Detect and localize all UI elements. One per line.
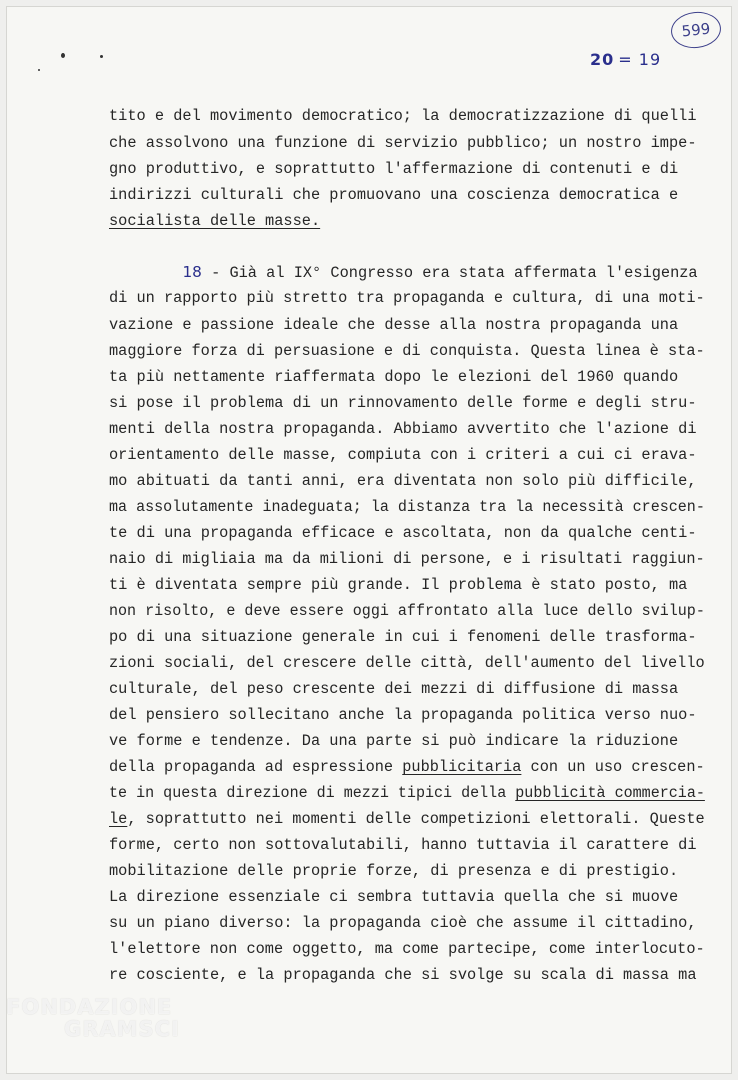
text-line: te di una propaganda efficace e ascoltata, non da qualche centi-	[109, 524, 697, 542]
ink-speck	[61, 53, 65, 58]
text-line: naio di migliaia ma da milioni di persone, e i risultati raggiun-	[109, 550, 705, 568]
text-line: La direzione essenziale ci sembra tuttavia quella che si muove	[109, 888, 679, 906]
archive-number: 599	[680, 19, 712, 41]
text-line: maggiore forza di persuasione e di conquista. Questa linea è sta-	[109, 342, 705, 360]
text-line: ta più nettamente riaffermata dopo le elezioni del 1960 quando	[109, 368, 679, 386]
text-line: che assolvono una funzione di servizio pubblico; un nostro impe-	[109, 134, 697, 152]
ink-speck	[38, 69, 40, 71]
text-line: si pose il problema di un rinnovamento delle forme e degli stru-	[109, 394, 697, 412]
underlined-text: socialista delle masse.	[109, 212, 321, 230]
underlined-text: le	[109, 810, 128, 828]
text-line: l'elettore non come oggetto, ma come partecipe, come interlocuto-	[109, 940, 705, 958]
text-line: non risolto, e deve essere oggi affrontato alla luce dello svilup-	[109, 602, 705, 620]
text-line: re cosciente, e la propaganda che si svolge su scala di massa ma	[109, 966, 697, 984]
text-line: ve forme e tendenze. Da una parte si può indicare la riduzione	[109, 732, 679, 750]
text-line: zioni sociali, del crescere delle città, dell'aumento del livello	[109, 654, 705, 672]
text-line: menti della nostra propaganda. Abbiamo avvertito che l'azione di	[109, 420, 697, 438]
text-line: mobilitazione delle proprie forze, di presenza e di prestigio.	[109, 862, 679, 880]
underlined-text: pubblicitaria	[402, 758, 522, 776]
text-line: vazione e passione ideale che desse alla nostra propaganda una	[109, 316, 679, 334]
watermark-line-2: GRAMSCI	[64, 1017, 180, 1041]
text-line: della propaganda ad espressione pubblicitaria con un uso crescen-	[109, 758, 705, 776]
text-line: di un rapporto più stretto tra propaganda e cultura, di una moti-	[109, 289, 705, 307]
text-line: le, soprattutto nei momenti delle competizioni elettorali. Queste	[109, 810, 705, 828]
ink-speck	[100, 55, 103, 58]
text-line: del pensiero sollecitano anche la propaganda politica verso nuo-	[109, 706, 697, 724]
text-line: forme, certo non sottovalutabili, hanno tuttavia il carattere di	[109, 836, 697, 854]
text-line: indirizzi culturali che promuovano una coscienza democratica e	[109, 186, 679, 204]
text-line: gno produttivo, e soprattutto l'affermazione di contenuti e di	[109, 160, 679, 178]
text-line: culturale, del peso crescente dei mezzi di diffusione di massa	[109, 680, 679, 698]
watermark-logo	[6, 996, 180, 1040]
struck-page-number: 20	[590, 50, 615, 69]
page-number-value: = 19	[618, 50, 662, 69]
text-line: ti è diventata sempre più grande. Il problema è stato posto, ma	[109, 576, 688, 594]
text-line: orientamento delle masse, compiuta con i criteri a cui ci erava-	[109, 446, 697, 464]
text-line: te in questa direzione di mezzi tipici della pubblicità commercia-	[109, 784, 705, 802]
text-line: mo abituati da tanti anni, era diventata non solo più difficile,	[109, 472, 697, 490]
underlined-text: pubblicità commercia-	[515, 784, 705, 802]
handwritten-paragraph-number: 18	[182, 263, 202, 281]
text-line	[109, 214, 320, 229]
document-body	[109, 0, 712, 1000]
text-line: po di una situazione generale in cui i fenomeni delle trasforma-	[109, 628, 697, 646]
text-line: tito e del movimento democratico; la democratizzazione di quelli	[109, 107, 697, 125]
text-line: ma assolutamente inadeguata; la distanza tra la necessità crescen-	[109, 498, 705, 516]
paragraph-heading-line: 18 - Già al IX° Congresso era stata affermata l'esigenza	[182, 263, 698, 282]
text-line: su un piano diverso: la propaganda cioè che assume il cittadino,	[109, 914, 697, 932]
watermark-line-1: FONDAZIONE	[6, 995, 173, 1019]
